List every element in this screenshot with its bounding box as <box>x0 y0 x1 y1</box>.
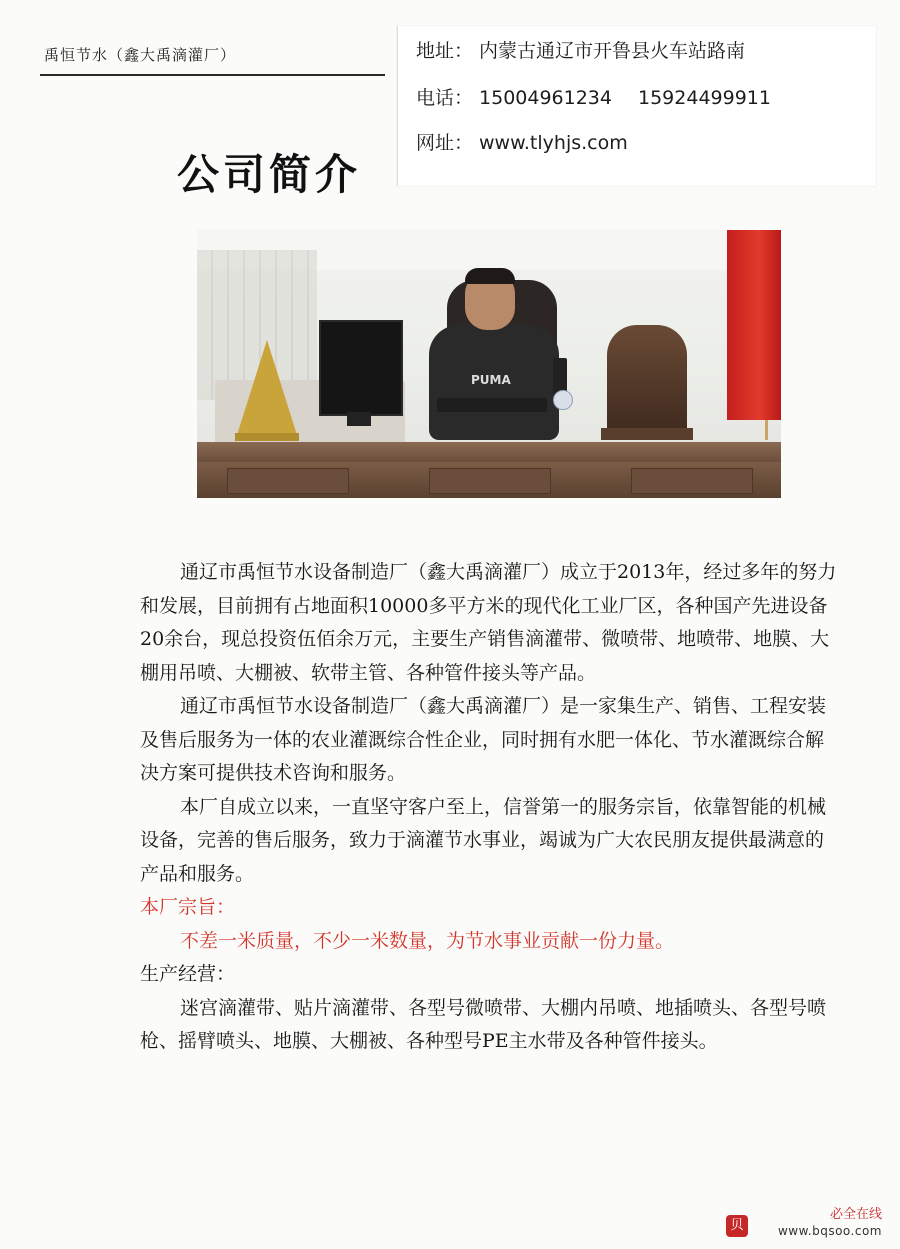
business-label: 生产经营： <box>140 963 236 985</box>
header-rule <box>40 74 385 76</box>
address-line <box>416 36 745 63</box>
address-value: 内蒙古通辽市开鲁县火车站路南 <box>479 40 746 62</box>
golden-ornament <box>237 340 297 435</box>
badge-ornament <box>553 390 573 410</box>
purpose-text: 不差一米质量，不少一米数量，为节水事业贡献一份力量。 <box>180 929 675 952</box>
watermark-logo-icon: 贝 <box>726 1215 748 1237</box>
phone-line <box>416 83 771 110</box>
office-photo <box>197 230 781 498</box>
body-text <box>140 556 840 1059</box>
address-label: 地址： <box>416 40 474 62</box>
website-label: 网址： <box>416 132 474 154</box>
paragraph-2: 通辽市禹恒节水设备制造厂（鑫大禹滴灌厂）是一家集生产、销售、工程安装及售后服务为一体的农业灌溉综合性企业，同时拥有水肥一体化、节水灌溉综合解决方案可提供技术咨询和服务。 <box>140 695 827 784</box>
phone-number-2: 15924499911 <box>638 87 771 109</box>
bronze-statue <box>607 325 687 435</box>
contact-card <box>397 26 876 186</box>
computer-monitor <box>319 320 403 416</box>
shirt-logo: PUMA <box>471 373 511 387</box>
website-value: www.tlyhjs.com <box>479 132 628 154</box>
keyboard <box>437 398 547 412</box>
phone-label: 电话： <box>416 87 474 109</box>
page-title: 公司简介 <box>177 150 362 199</box>
phone-number-1: 15004961234 <box>479 87 612 109</box>
person <box>429 325 559 440</box>
header-brand: 禹恒节水（鑫大禹滴灌厂） <box>44 46 237 64</box>
flag <box>727 230 781 420</box>
desk <box>197 442 781 462</box>
watermark-url: www.bqsoo.com <box>777 1224 882 1238</box>
website-line <box>416 128 628 155</box>
business-text: 迷宫滴灌带、贴片滴灌带、各型号微喷带、大棚内吊喷、地插喷头、各型号喷枪、摇臂喷头、地膜、大棚被、各种型号PE主水带及各种管件接头。 <box>140 996 827 1052</box>
paragraph-3: 本厂自成立以来，一直坚守客户至上，信誉第一的服务宗旨，依靠智能的机械设备，完善的售后服务，致力于滴灌节水事业，竭诚为广大农民朋友提供最满意的产品和服务。 <box>140 795 827 885</box>
watermark-brand: 必全在线 <box>829 1207 882 1222</box>
purpose-label: 本厂宗旨： <box>140 896 236 918</box>
watermark <box>778 1207 882 1239</box>
paragraph-1: 通辽市禹恒节水设备制造厂（鑫大禹滴灌厂）成立于2013年，经过多年的努力和发展，目前拥有占地面积10000多平方米的现代化工业厂区，各种国产先进设备20余台，现总投资伍佰余万元，主要生产销售滴灌带、微喷带、地喷带、地膜、大棚用吊喷、大棚被、软带主管、各种管件接头等产品。 <box>140 561 837 684</box>
